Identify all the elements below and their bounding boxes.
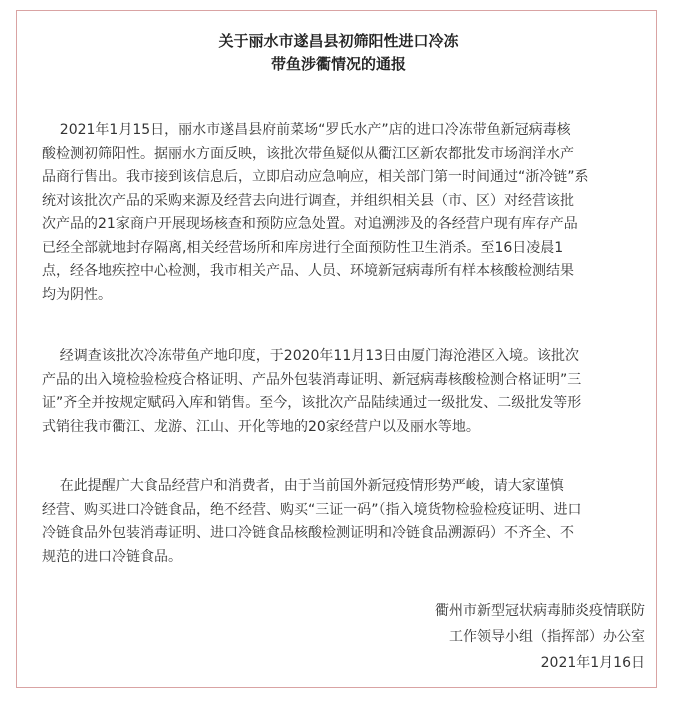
paragraph-1-line: 点，经各地疾控中心检测，我市相关产品、人员、环境新冠病毒所有样本核酸检测结果 [42, 263, 574, 279]
paragraph-1 [42, 119, 642, 307]
paragraph-3 [42, 475, 642, 569]
document-title-line-1: 关于丽水市遂昌县初筛阳性进口冷冻 [218, 32, 459, 50]
paragraph-1-line: 酸检测初筛阳性。据丽水方面反映，该批次带鱼疑似从衢江区新农都批发市场润洋水产 [42, 145, 574, 162]
paragraph-2-line: 证”齐全并按规定赋码入库和销售。至今，该批次产品陆续通过一级批发、二级批发等形 [42, 395, 582, 411]
paragraph-1-line: 品商行售出。我市接到该信息后，立即启动应急响应，相关部门第一时间通过“浙冷链”系 [42, 169, 589, 185]
paragraph-2 [42, 345, 642, 439]
paragraph-3-line: 规范的进口冷链食品。 [42, 548, 182, 565]
paragraph-1-line: 均为阴性。 [42, 286, 112, 303]
paragraph-3-line: 在此提醒广大食品经营户和消费者，由于当前国外新冠疫情形势严峻，请大家谨慎 [42, 478, 564, 494]
signature-organization: 衢州市新型冠状病毒肺炎疫情联防 [435, 603, 645, 619]
paragraph-1-line: 2021年1月15日，丽水市遂昌县府前菜场“罗氏水产”店的进口冷冻带鱼新冠病毒核 [42, 122, 571, 138]
paragraph-2-line: 式销往我市衢江、龙游、江山、开化等地的20家经营户以及丽水等地。 [42, 418, 480, 435]
paragraph-3-line: 冷链食品外包装消毒证明、进口冷链食品核酸检测证明和冷链食品溯源码）不齐全、不 [42, 525, 574, 541]
signature-office: 工作领导小组（指挥部）办公室 [449, 629, 645, 645]
document-title-line-2: 带鱼涉衢情况的通报 [270, 55, 406, 73]
paragraph-2-line: 产品的出入境检验检疫合格证明、产品外包装消毒证明、新冠病毒核酸检测合格证明”三 [42, 371, 582, 388]
paragraph-1-line: 次产品的21家商户开展现场核查和预防应急处置。对追溯涉及的各经营户现有库存产品 [42, 216, 578, 232]
paragraph-3-line: 经营、购买进口冷链食品，绝不经营、购买“三证一码”（指入境货物检验检疫证明、进口 [42, 501, 582, 518]
paragraph-1-line: 已经全部就地封存隔离,相关经营场所和库房进行全面预防性卫生消杀。至16日凌晨1 [42, 239, 564, 256]
paragraph-1-line: 统对该批次产品的采购来源及经营去向进行调查，并组织相关县（市、区）对经营该批 [42, 192, 574, 209]
signature-date: 2021年1月16日 [540, 655, 645, 671]
paragraph-2-line: 经调查该批次冷冻带鱼产地印度，于2020年11月13日由厦门海沧港区入境。该批次 [42, 348, 580, 364]
